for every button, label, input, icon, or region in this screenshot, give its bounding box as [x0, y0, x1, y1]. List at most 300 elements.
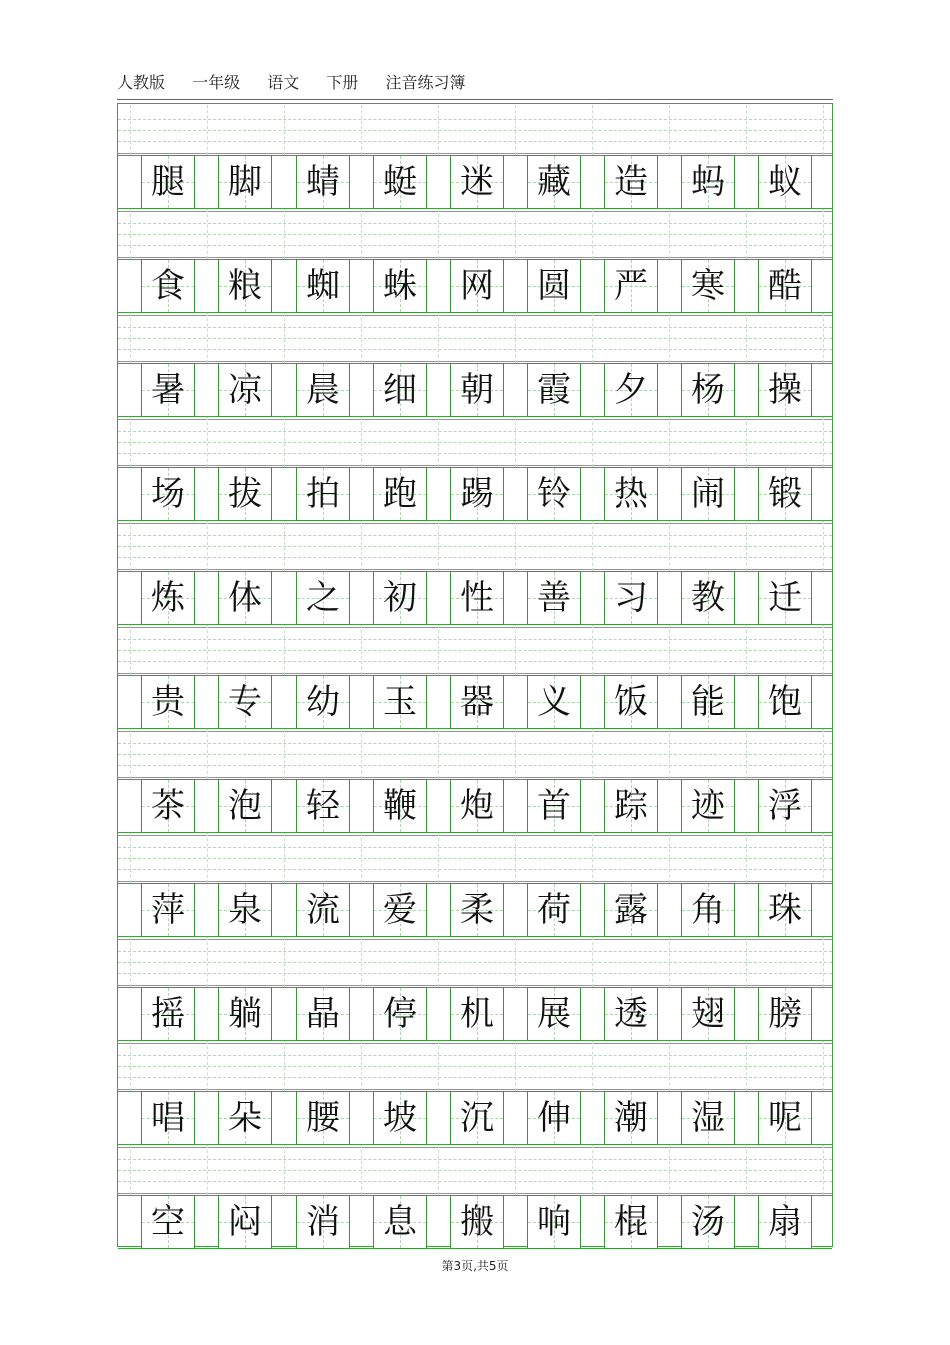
character-glyph: 机	[460, 994, 494, 1034]
pinyin-guide-divider	[823, 209, 824, 259]
character-glyph: 闹	[691, 474, 725, 514]
character-cell	[296, 363, 350, 417]
character-cell	[296, 883, 350, 937]
character-cell	[218, 259, 272, 313]
pinyin-guide-divider	[284, 1041, 285, 1091]
character-cell	[758, 883, 812, 937]
character-cell	[604, 155, 658, 209]
character-glyph: 伸	[537, 1098, 571, 1138]
character-glyph: 停	[383, 994, 417, 1034]
character-cell	[296, 259, 350, 313]
character-cell	[604, 363, 658, 417]
pinyin-guide-band	[118, 417, 832, 467]
pinyin-guide-divider	[207, 521, 208, 571]
character-glyph: 铃	[537, 474, 571, 514]
pinyin-guide-divider	[515, 625, 516, 675]
pinyin-guide-line	[118, 1170, 832, 1171]
pinyin-guide-line	[118, 1055, 832, 1056]
pinyin-guide-divider	[361, 521, 362, 571]
character-glyph: 湿	[691, 1098, 725, 1138]
pinyin-guide-divider	[823, 625, 824, 675]
pinyin-guide-divider	[746, 209, 747, 259]
pinyin-guide-line	[118, 557, 832, 558]
character-glyph: 造	[614, 162, 648, 202]
pinyin-guide-band	[118, 521, 832, 571]
character-glyph: 圆	[537, 266, 571, 306]
character-glyph: 息	[383, 1202, 417, 1242]
pinyin-guide-divider	[669, 937, 670, 987]
character-glyph: 饭	[614, 682, 648, 722]
pinyin-guide-line	[118, 869, 832, 870]
pinyin-guide-divider	[284, 417, 285, 467]
character-glyph: 霞	[537, 370, 571, 410]
pinyin-guide-line	[118, 650, 832, 651]
character-cell	[758, 363, 812, 417]
pinyin-guide-divider	[669, 313, 670, 363]
pinyin-guide-divider	[823, 417, 824, 467]
character-row	[118, 571, 832, 625]
character-cell	[604, 571, 658, 625]
character-glyph: 初	[383, 578, 417, 618]
pinyin-guide-band	[118, 209, 832, 259]
character-cell	[141, 259, 195, 313]
character-row	[118, 467, 832, 521]
character-row	[118, 779, 832, 833]
character-glyph: 棍	[614, 1202, 648, 1242]
pinyin-guide-divider	[207, 625, 208, 675]
character-cell	[218, 155, 272, 209]
character-glyph: 晶	[306, 994, 340, 1034]
character-glyph: 专	[228, 682, 262, 722]
character-glyph: 蜻	[306, 162, 340, 202]
pinyin-guide-divider	[592, 937, 593, 987]
character-glyph: 玉	[383, 682, 417, 722]
pinyin-guide-divider	[207, 1145, 208, 1195]
pinyin-guide-line	[118, 847, 832, 848]
character-cell	[373, 1091, 427, 1145]
pinyin-guide-divider	[592, 521, 593, 571]
character-cell	[296, 987, 350, 1041]
character-cell	[373, 571, 427, 625]
character-glyph: 唱	[151, 1098, 185, 1138]
character-glyph: 跑	[383, 474, 417, 514]
pinyin-guide-line	[118, 835, 832, 836]
character-glyph: 脚	[228, 162, 262, 202]
character-glyph: 蛛	[383, 266, 417, 306]
character-glyph: 蚁	[768, 162, 802, 202]
pinyin-guide-divider	[823, 729, 824, 779]
character-glyph: 严	[614, 266, 648, 306]
character-glyph: 首	[537, 786, 571, 826]
character-glyph: 萍	[151, 890, 185, 930]
character-glyph: 蜓	[383, 162, 417, 202]
pinyin-guide-divider	[438, 313, 439, 363]
character-cell	[373, 779, 427, 833]
pinyin-guide-line	[118, 627, 832, 628]
character-cell	[450, 1195, 504, 1249]
character-cell	[141, 467, 195, 521]
pinyin-guide-divider	[515, 937, 516, 987]
character-cell	[527, 259, 581, 313]
pinyin-guide-line	[118, 349, 832, 350]
pinyin-guide-divider	[515, 105, 516, 155]
pinyin-guide-line	[118, 962, 832, 963]
character-cell	[373, 363, 427, 417]
character-cell	[758, 155, 812, 209]
pinyin-guide-line	[118, 245, 832, 246]
pinyin-guide-line	[118, 1089, 832, 1090]
pinyin-guide-divider	[284, 729, 285, 779]
character-glyph: 响	[537, 1202, 571, 1242]
pinyin-guide-line	[118, 141, 832, 142]
character-cell	[527, 675, 581, 729]
character-row	[118, 883, 832, 937]
pinyin-guide-divider	[669, 833, 670, 883]
pinyin-guide-divider	[130, 625, 131, 675]
character-cell	[141, 1091, 195, 1145]
character-glyph: 体	[228, 578, 262, 618]
character-row	[118, 1195, 832, 1249]
character-cell	[373, 467, 427, 521]
pinyin-guide-line	[118, 661, 832, 662]
character-cell	[450, 155, 504, 209]
pinyin-guide-divider	[438, 1145, 439, 1195]
pinyin-guide-divider	[438, 833, 439, 883]
character-cell	[527, 883, 581, 937]
pinyin-guide-divider	[823, 105, 824, 155]
character-glyph: 贵	[151, 682, 185, 722]
pinyin-guide-divider	[130, 729, 131, 779]
pinyin-guide-band	[118, 729, 832, 779]
pinyin-guide-line	[118, 327, 832, 328]
pinyin-guide-divider	[284, 313, 285, 363]
pinyin-guide-line	[118, 881, 832, 882]
pinyin-guide-divider	[207, 1041, 208, 1091]
character-cell	[141, 155, 195, 209]
character-cell	[604, 467, 658, 521]
pinyin-guide-line	[118, 731, 832, 732]
pinyin-guide-line	[118, 1193, 832, 1194]
character-cell	[758, 675, 812, 729]
character-glyph: 迹	[691, 786, 725, 826]
character-glyph: 拍	[306, 474, 340, 514]
pinyin-guide-line	[118, 234, 832, 235]
character-cell	[218, 363, 272, 417]
pinyin-guide-line	[118, 569, 832, 570]
pinyin-guide-divider	[669, 417, 670, 467]
pinyin-guide-divider	[592, 417, 593, 467]
pinyin-guide-divider	[669, 729, 670, 779]
character-cell	[681, 1091, 735, 1145]
character-cell	[604, 1195, 658, 1249]
page-header	[117, 70, 833, 94]
pinyin-guide-line	[118, 1066, 832, 1067]
pinyin-guide-divider	[438, 937, 439, 987]
pinyin-guide-divider	[746, 625, 747, 675]
pinyin-guide-divider	[592, 105, 593, 155]
pinyin-guide-line	[118, 743, 832, 744]
character-cell	[527, 571, 581, 625]
pinyin-guide-line	[118, 257, 832, 258]
character-row	[118, 259, 832, 313]
pinyin-guide-divider	[361, 833, 362, 883]
pinyin-guide-divider	[515, 313, 516, 363]
pinyin-guide-divider	[207, 313, 208, 363]
character-cell	[218, 1091, 272, 1145]
pinyin-guide-divider	[130, 105, 131, 155]
character-glyph: 寒	[691, 266, 725, 306]
pinyin-guide-line	[118, 546, 832, 547]
pinyin-guide-divider	[361, 937, 362, 987]
character-glyph: 泡	[228, 786, 262, 826]
character-glyph: 之	[306, 578, 340, 618]
character-row	[118, 363, 832, 417]
header-subject: 语文	[267, 73, 300, 92]
character-glyph: 角	[691, 890, 725, 930]
character-glyph: 踢	[460, 474, 494, 514]
character-glyph: 热	[614, 474, 648, 514]
pinyin-guide-divider	[592, 833, 593, 883]
character-cell	[450, 1091, 504, 1145]
character-glyph: 荷	[537, 890, 571, 930]
header-publisher: 人教版	[117, 73, 166, 92]
character-cell	[296, 675, 350, 729]
character-glyph: 杨	[691, 370, 725, 410]
pinyin-guide-band	[118, 105, 832, 155]
pinyin-guide-band	[118, 833, 832, 883]
pinyin-guide-divider	[284, 521, 285, 571]
character-glyph: 翅	[691, 994, 725, 1034]
pinyin-guide-divider	[515, 1041, 516, 1091]
character-cell	[450, 675, 504, 729]
character-cell	[604, 779, 658, 833]
character-glyph: 浮	[768, 786, 802, 826]
character-glyph: 操	[768, 370, 802, 410]
character-cell	[681, 467, 735, 521]
character-glyph: 珠	[768, 890, 802, 930]
header-book-title: 注音练习簿	[385, 73, 466, 92]
pinyin-guide-divider	[284, 1145, 285, 1195]
character-glyph: 网	[460, 266, 494, 306]
character-cell	[296, 155, 350, 209]
character-glyph: 夕	[614, 370, 648, 410]
pinyin-guide-divider	[284, 625, 285, 675]
pinyin-guide-divider	[515, 521, 516, 571]
pinyin-guide-band	[118, 937, 832, 987]
pinyin-guide-divider	[746, 417, 747, 467]
character-cell	[141, 883, 195, 937]
character-cell	[681, 883, 735, 937]
character-cell	[141, 675, 195, 729]
header-volume: 下册	[326, 73, 359, 92]
character-glyph: 蚂	[691, 162, 725, 202]
pinyin-guide-line	[118, 1077, 832, 1078]
pinyin-guide-line	[118, 1181, 832, 1182]
character-glyph: 踪	[614, 786, 648, 826]
character-cell	[527, 1091, 581, 1145]
pinyin-guide-divider	[823, 937, 824, 987]
character-cell	[141, 987, 195, 1041]
character-glyph: 迁	[768, 578, 802, 618]
character-cell	[758, 987, 812, 1041]
character-cell	[450, 363, 504, 417]
character-glyph: 习	[614, 578, 648, 618]
pinyin-guide-divider	[207, 417, 208, 467]
character-cell	[527, 1195, 581, 1249]
pinyin-guide-divider	[361, 1041, 362, 1091]
character-glyph: 能	[691, 682, 725, 722]
character-cell	[681, 363, 735, 417]
pinyin-guide-divider	[515, 833, 516, 883]
character-glyph: 拔	[228, 474, 262, 514]
character-glyph: 酷	[768, 266, 802, 306]
character-glyph: 蜘	[306, 266, 340, 306]
pinyin-guide-divider	[823, 521, 824, 571]
character-glyph: 潮	[614, 1098, 648, 1138]
pinyin-guide-divider	[746, 313, 747, 363]
pinyin-guide-divider	[361, 105, 362, 155]
character-cell	[373, 155, 427, 209]
character-glyph: 空	[151, 1202, 185, 1242]
pinyin-guide-divider	[746, 937, 747, 987]
character-cell	[218, 467, 272, 521]
character-glyph: 茶	[151, 786, 185, 826]
character-glyph: 性	[460, 578, 494, 618]
character-cell	[373, 675, 427, 729]
pinyin-guide-divider	[130, 209, 131, 259]
character-cell	[681, 987, 735, 1041]
character-cell	[218, 1195, 272, 1249]
pinyin-guide-line	[118, 338, 832, 339]
pinyin-guide-line	[118, 985, 832, 986]
pinyin-guide-divider	[361, 417, 362, 467]
character-cell	[527, 987, 581, 1041]
pinyin-guide-line	[118, 639, 832, 640]
pinyin-guide-line	[118, 453, 832, 454]
pinyin-guide-divider	[438, 105, 439, 155]
pinyin-guide-divider	[207, 937, 208, 987]
character-glyph: 展	[537, 994, 571, 1034]
pinyin-guide-line	[118, 939, 832, 940]
character-cell	[296, 779, 350, 833]
character-cell	[681, 1195, 735, 1249]
pinyin-guide-divider	[130, 313, 131, 363]
pinyin-guide-divider	[592, 1145, 593, 1195]
character-glyph: 朝	[460, 370, 494, 410]
character-glyph: 柔	[460, 890, 494, 930]
character-glyph: 暑	[151, 370, 185, 410]
pinyin-guide-line	[118, 153, 832, 154]
character-cell	[758, 571, 812, 625]
character-cell	[527, 363, 581, 417]
pinyin-guide-line	[118, 465, 832, 466]
character-glyph: 器	[460, 682, 494, 722]
pinyin-guide-band	[118, 313, 832, 363]
pinyin-guide-divider	[592, 1041, 593, 1091]
pinyin-guide-divider	[361, 313, 362, 363]
character-glyph: 坡	[383, 1098, 417, 1138]
pinyin-guide-divider	[669, 625, 670, 675]
character-cell	[758, 1091, 812, 1145]
character-cell	[758, 259, 812, 313]
character-cell	[527, 467, 581, 521]
character-glyph: 轻	[306, 786, 340, 826]
pinyin-guide-divider	[207, 729, 208, 779]
pinyin-guide-divider	[130, 1145, 131, 1195]
character-glyph: 消	[306, 1202, 340, 1242]
character-glyph: 粮	[228, 266, 262, 306]
character-cell	[604, 259, 658, 313]
character-glyph: 凉	[228, 370, 262, 410]
character-cell	[758, 467, 812, 521]
character-cell	[604, 675, 658, 729]
pinyin-guide-divider	[284, 937, 285, 987]
pinyin-guide-divider	[592, 209, 593, 259]
pinyin-guide-divider	[438, 417, 439, 467]
pinyin-guide-divider	[438, 521, 439, 571]
pinyin-guide-divider	[515, 729, 516, 779]
pinyin-guide-divider	[284, 209, 285, 259]
character-cell	[218, 675, 272, 729]
character-glyph: 迷	[460, 162, 494, 202]
character-cell	[758, 1195, 812, 1249]
pinyin-guide-divider	[746, 833, 747, 883]
character-cell	[604, 883, 658, 937]
character-glyph: 腿	[151, 162, 185, 202]
character-row	[118, 155, 832, 209]
pinyin-guide-divider	[746, 521, 747, 571]
character-cell	[681, 779, 735, 833]
pinyin-guide-divider	[130, 1041, 131, 1091]
character-cell	[604, 1091, 658, 1145]
character-cell	[681, 155, 735, 209]
pinyin-guide-line	[118, 211, 832, 212]
pinyin-guide-line	[118, 1147, 832, 1148]
character-cell	[373, 883, 427, 937]
character-glyph: 善	[537, 578, 571, 618]
pinyin-guide-divider	[746, 729, 747, 779]
character-glyph: 锻	[768, 474, 802, 514]
character-glyph: 流	[306, 890, 340, 930]
pinyin-guide-divider	[823, 313, 824, 363]
character-glyph: 搬	[460, 1202, 494, 1242]
character-cell	[141, 1195, 195, 1249]
character-glyph: 沉	[460, 1098, 494, 1138]
page-number: 第3页,共5页	[441, 1259, 509, 1273]
character-glyph: 场	[151, 474, 185, 514]
pinyin-guide-line	[118, 442, 832, 443]
character-cell	[373, 987, 427, 1041]
character-cell	[450, 571, 504, 625]
character-glyph: 晨	[306, 370, 340, 410]
pinyin-guide-line	[118, 119, 832, 120]
pinyin-guide-line	[118, 523, 832, 524]
character-cell	[450, 883, 504, 937]
character-glyph: 呢	[768, 1098, 802, 1138]
pinyin-guide-divider	[438, 729, 439, 779]
character-cell	[527, 155, 581, 209]
character-glyph: 藏	[537, 162, 571, 202]
pinyin-guide-divider	[823, 1145, 824, 1195]
pinyin-guide-divider	[592, 625, 593, 675]
character-row	[118, 675, 832, 729]
pinyin-guide-divider	[669, 209, 670, 259]
character-glyph: 泉	[228, 890, 262, 930]
character-cell	[218, 883, 272, 937]
pinyin-guide-divider	[361, 729, 362, 779]
pinyin-guide-divider	[438, 209, 439, 259]
header-grade: 一年级	[192, 73, 241, 92]
